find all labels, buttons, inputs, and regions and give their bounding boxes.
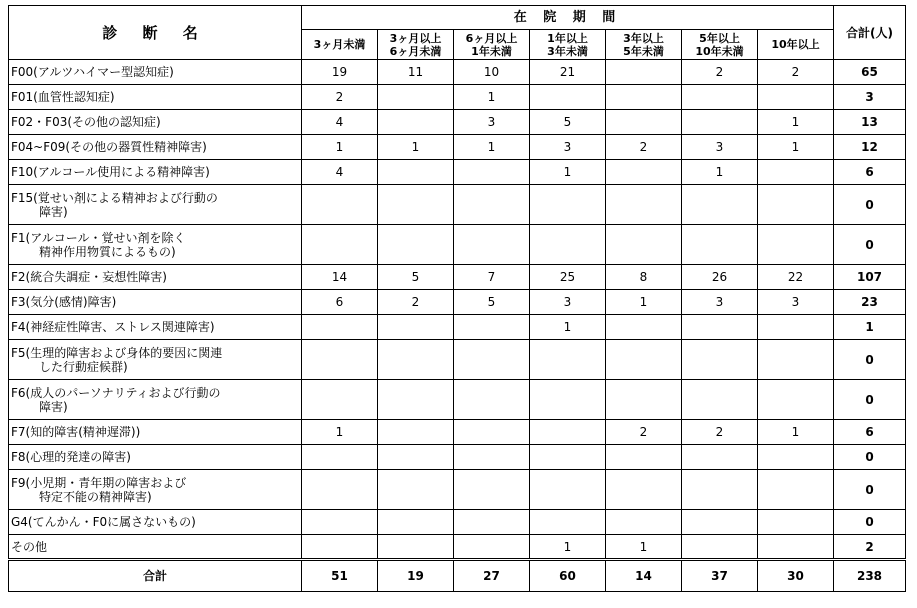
count-cell: 1 — [530, 160, 606, 185]
count-cell — [606, 510, 682, 535]
diagnosis-cell — [9, 420, 302, 445]
count-cell — [454, 340, 530, 380]
count-cell: 2 — [378, 290, 454, 315]
period-header-line: 3ヶ月未満 — [313, 38, 366, 51]
count-cell — [302, 340, 378, 380]
count-cell — [530, 445, 606, 470]
count-cell — [606, 225, 682, 265]
period-header-line: 10年以上 — [771, 38, 820, 51]
count-cell: 22 — [758, 265, 834, 290]
row-total-cell: 12 — [834, 135, 906, 160]
count-cell: 1 — [758, 420, 834, 445]
count-cell — [378, 420, 454, 445]
count-cell — [378, 225, 454, 265]
count-cell: 4 — [302, 110, 378, 135]
count-cell — [606, 110, 682, 135]
count-cell — [302, 510, 378, 535]
period-header: 在 院 期 間 — [302, 6, 834, 30]
count-cell: 1 — [606, 535, 682, 560]
period-column-header — [302, 30, 378, 60]
diagnosis-cell — [9, 60, 302, 85]
period-header-line: 10年未満 — [695, 44, 744, 58]
row-total-cell: 1 — [834, 315, 906, 340]
row-total-cell: 0 — [834, 185, 906, 225]
count-cell — [302, 470, 378, 510]
diagnosis-label: F01(血管性認知症) — [11, 90, 115, 104]
count-cell — [682, 445, 758, 470]
count-cell: 1 — [682, 160, 758, 185]
diagnosis-label: G4(てんかん・F0に属さないもの) — [11, 515, 196, 529]
table-row — [9, 445, 906, 470]
count-cell — [606, 60, 682, 85]
period-column-header — [530, 30, 606, 60]
count-cell: 11 — [378, 60, 454, 85]
diagnosis-cell — [9, 185, 302, 225]
column-total-cell: 27 — [454, 560, 530, 592]
count-cell — [682, 110, 758, 135]
count-cell — [758, 225, 834, 265]
table-row — [9, 340, 906, 380]
diagnosis-label: F15(覚せい剤による精神および行動の — [11, 190, 218, 205]
diagnosis-label: F9(小児期・青年期の障害および — [11, 475, 187, 490]
row-total-cell: 6 — [834, 160, 906, 185]
count-cell — [378, 85, 454, 110]
diagnosis-label: F10(アルコール使用による精神障害) — [11, 165, 210, 179]
count-cell — [606, 315, 682, 340]
count-cell — [758, 85, 834, 110]
period-header-line: 1年未満 — [471, 44, 512, 58]
count-cell: 1 — [758, 135, 834, 160]
table-row — [9, 160, 906, 185]
count-cell: 3 — [758, 290, 834, 315]
diagnosis-label: 障害) — [39, 399, 68, 414]
count-cell — [302, 535, 378, 560]
count-cell — [454, 470, 530, 510]
count-cell: 2 — [682, 60, 758, 85]
count-cell — [530, 185, 606, 225]
diagnosis-cell — [9, 340, 302, 380]
total-row — [9, 560, 906, 592]
table-row — [9, 110, 906, 135]
diagnosis-cell — [9, 445, 302, 470]
count-cell: 1 — [302, 135, 378, 160]
count-cell — [454, 185, 530, 225]
diagnosis-label: F02・F03(その他の認知症) — [11, 115, 161, 129]
count-cell — [530, 420, 606, 445]
inpatient-period-table — [8, 5, 906, 592]
count-cell: 19 — [302, 60, 378, 85]
table-row — [9, 135, 906, 160]
row-total-cell: 3 — [834, 85, 906, 110]
count-cell — [530, 85, 606, 110]
table-row — [9, 290, 906, 315]
count-cell: 5 — [530, 110, 606, 135]
count-cell — [454, 420, 530, 445]
diagnosis-label: F00(アルツハイマー型認知症) — [11, 65, 174, 79]
diagnosis-cell — [9, 315, 302, 340]
count-cell: 1 — [378, 135, 454, 160]
column-total-cell: 14 — [606, 560, 682, 592]
period-column-header — [454, 30, 530, 60]
count-cell — [758, 470, 834, 510]
row-total-cell: 2 — [834, 535, 906, 560]
count-cell — [682, 470, 758, 510]
diagnosis-label: 精神作用物質によるもの) — [39, 244, 176, 259]
count-cell — [682, 185, 758, 225]
count-cell: 4 — [302, 160, 378, 185]
count-cell — [302, 445, 378, 470]
count-cell: 1 — [606, 290, 682, 315]
count-cell — [378, 510, 454, 535]
diagnosis-label: F7(知的障害(精神遅滞)) — [11, 425, 141, 439]
count-cell — [378, 445, 454, 470]
grand-total-cell: 238 — [834, 560, 906, 592]
table-row — [9, 225, 906, 265]
count-cell — [454, 160, 530, 185]
count-cell — [530, 470, 606, 510]
table-row — [9, 535, 906, 560]
count-cell — [758, 340, 834, 380]
count-cell — [454, 535, 530, 560]
diagnosis-cell — [9, 380, 302, 420]
period-column-header — [378, 30, 454, 60]
count-cell — [302, 225, 378, 265]
count-cell — [378, 110, 454, 135]
table-body — [9, 60, 906, 560]
diagnosis-cell — [9, 265, 302, 290]
count-cell — [378, 315, 454, 340]
period-header-line: 3年以上 — [623, 31, 664, 45]
column-total-cell: 37 — [682, 560, 758, 592]
count-cell — [682, 225, 758, 265]
table-row — [9, 470, 906, 510]
count-cell — [378, 160, 454, 185]
count-cell — [606, 85, 682, 110]
count-cell — [606, 445, 682, 470]
column-total-cell: 60 — [530, 560, 606, 592]
count-cell: 26 — [682, 265, 758, 290]
count-cell: 3 — [530, 135, 606, 160]
diagnosis-label: した行動症候群) — [39, 359, 128, 374]
diagnosis-label: F1(アルコール・覚せい剤を除く — [11, 230, 186, 245]
column-total-cell: 19 — [378, 560, 454, 592]
row-total-cell: 23 — [834, 290, 906, 315]
count-cell: 1 — [454, 135, 530, 160]
period-header-line: 1年以上 — [547, 31, 588, 45]
diagnosis-cell — [9, 85, 302, 110]
diagnosis-header: 診 断 名 — [9, 6, 302, 60]
count-cell — [378, 185, 454, 225]
count-cell: 5 — [378, 265, 454, 290]
count-cell: 1 — [302, 420, 378, 445]
diagnosis-cell — [9, 110, 302, 135]
count-cell — [758, 380, 834, 420]
count-cell — [682, 535, 758, 560]
count-cell — [302, 185, 378, 225]
period-header-line: 5年以上 — [699, 31, 740, 45]
count-cell: 14 — [302, 265, 378, 290]
count-cell — [530, 340, 606, 380]
count-cell — [758, 315, 834, 340]
count-cell — [378, 470, 454, 510]
diagnosis-cell — [9, 225, 302, 265]
period-column-header — [758, 30, 834, 60]
count-cell — [682, 340, 758, 380]
diagnosis-cell — [9, 160, 302, 185]
count-cell: 2 — [606, 420, 682, 445]
count-cell: 2 — [606, 135, 682, 160]
count-cell: 3 — [682, 135, 758, 160]
count-cell — [758, 445, 834, 470]
count-cell: 1 — [454, 85, 530, 110]
count-cell: 2 — [758, 60, 834, 85]
count-cell: 5 — [454, 290, 530, 315]
row-total-cell: 107 — [834, 265, 906, 290]
count-cell: 3 — [682, 290, 758, 315]
diagnosis-cell — [9, 510, 302, 535]
diagnosis-label: F2(統合失調症・妄想性障害) — [11, 270, 167, 284]
diagnosis-cell — [9, 470, 302, 510]
count-cell — [454, 315, 530, 340]
count-cell — [378, 535, 454, 560]
count-cell: 1 — [530, 535, 606, 560]
count-cell: 6 — [302, 290, 378, 315]
count-cell — [682, 315, 758, 340]
period-column-header — [606, 30, 682, 60]
count-cell — [606, 340, 682, 380]
count-cell — [682, 510, 758, 535]
count-cell — [530, 510, 606, 535]
diagnosis-cell — [9, 135, 302, 160]
count-cell — [454, 510, 530, 535]
diagnosis-label: 障害) — [39, 204, 68, 219]
count-cell — [682, 85, 758, 110]
diagnosis-label: F4(神経症性障害、ストレス関連障害) — [11, 320, 215, 334]
count-cell: 10 — [454, 60, 530, 85]
count-cell: 1 — [758, 110, 834, 135]
period-header-line: 3ヶ月以上 — [389, 31, 442, 45]
count-cell: 2 — [302, 85, 378, 110]
total-row-label: 合計 — [9, 560, 302, 592]
count-cell — [682, 380, 758, 420]
row-total-cell: 13 — [834, 110, 906, 135]
count-cell: 2 — [682, 420, 758, 445]
table-row — [9, 85, 906, 110]
count-cell — [758, 160, 834, 185]
count-cell — [530, 225, 606, 265]
row-total-cell: 0 — [834, 340, 906, 380]
table-row — [9, 265, 906, 290]
count-cell: 1 — [530, 315, 606, 340]
table-row — [9, 60, 906, 85]
row-total-cell: 0 — [834, 470, 906, 510]
count-cell — [378, 340, 454, 380]
table-row — [9, 315, 906, 340]
table-row — [9, 380, 906, 420]
diagnosis-label: F5(生理的障害および身体的要因に関連 — [11, 345, 223, 360]
count-cell: 3 — [530, 290, 606, 315]
row-total-cell: 6 — [834, 420, 906, 445]
count-cell — [606, 185, 682, 225]
count-cell: 8 — [606, 265, 682, 290]
diagnosis-label: 特定不能の精神障害) — [39, 489, 152, 504]
column-total-cell: 30 — [758, 560, 834, 592]
diagnosis-cell — [9, 535, 302, 560]
count-cell — [454, 445, 530, 470]
table-row — [9, 420, 906, 445]
period-header-line: 3年未満 — [547, 44, 588, 58]
diagnosis-label: F8(心理的発達の障害) — [11, 450, 131, 464]
count-cell: 21 — [530, 60, 606, 85]
count-cell — [454, 380, 530, 420]
row-total-cell: 0 — [834, 225, 906, 265]
table-row — [9, 510, 906, 535]
count-cell — [454, 225, 530, 265]
row-total-cell: 0 — [834, 380, 906, 420]
count-cell — [758, 510, 834, 535]
column-total-cell: 51 — [302, 560, 378, 592]
count-cell — [606, 160, 682, 185]
count-cell — [606, 470, 682, 510]
count-cell: 3 — [454, 110, 530, 135]
count-cell — [302, 380, 378, 420]
table-row — [9, 185, 906, 225]
count-cell: 7 — [454, 265, 530, 290]
period-header-line: 6ヶ月以上 — [465, 31, 518, 45]
period-column-header — [682, 30, 758, 60]
row-total-cell: 65 — [834, 60, 906, 85]
diagnosis-label: F3(気分(感情)障害) — [11, 295, 117, 309]
diagnosis-label: F6(成人のパーソナリティおよび行動の — [11, 385, 221, 400]
count-cell — [302, 315, 378, 340]
table-container — [8, 5, 906, 592]
count-cell: 25 — [530, 265, 606, 290]
row-total-cell: 0 — [834, 510, 906, 535]
total-header: 合計(人) — [834, 6, 906, 60]
count-cell — [606, 380, 682, 420]
count-cell — [758, 185, 834, 225]
diagnosis-label: F04~F09(その他の器質性精神障害) — [11, 140, 207, 154]
count-cell — [530, 380, 606, 420]
count-cell — [378, 380, 454, 420]
row-total-cell: 0 — [834, 445, 906, 470]
count-cell — [758, 535, 834, 560]
period-header-line: 5年未満 — [623, 44, 664, 58]
period-header-line: 6ヶ月未満 — [389, 44, 442, 58]
diagnosis-label: その他 — [11, 539, 48, 554]
diagnosis-cell — [9, 290, 302, 315]
